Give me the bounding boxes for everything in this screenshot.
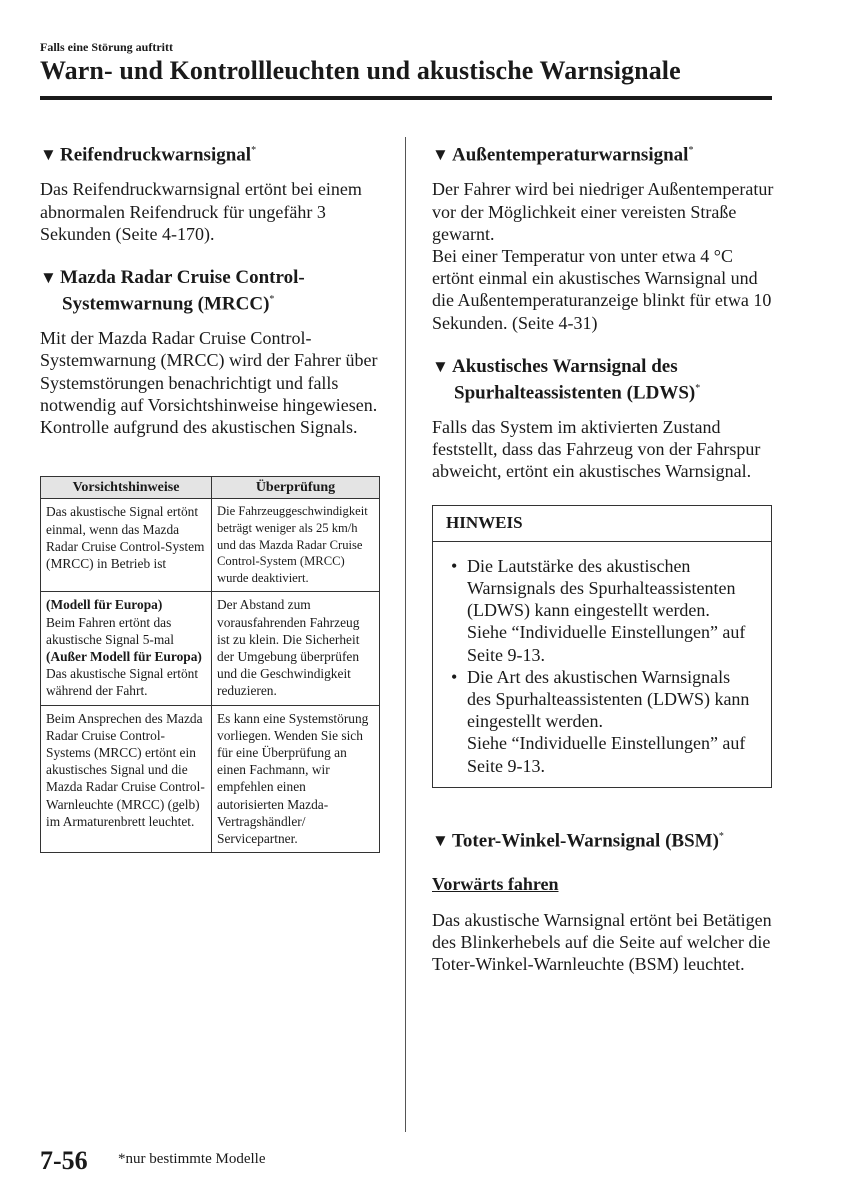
section-text-ldws: Falls das System im aktivierten Zustand feststellt, dass das Fahrzeug von der Fahrspur abweicht, ertönt ein akustisches Warnsignal. [432, 417, 761, 482]
table-header: Überprüfung [212, 477, 380, 499]
list-item-text: Die Lautstärke des akustischen Warnsignals des Spurhalteassistenten (LDWS) kann eingestellt werden. [467, 555, 736, 621]
section-heading-mrcc [40, 267, 382, 315]
footnote: *nur bestimmte Modelle [118, 1151, 266, 1167]
table-cell-text: Beim Fahren ertönt das akustische Signal 5-mal [46, 614, 174, 647]
page-number: 7-56 [40, 1146, 88, 1175]
table-header: Vorsichtshinweise [41, 477, 212, 499]
mrcc-warning-table [40, 476, 380, 853]
table-cell: Es kann eine Systemstörung vorliegen. Wenden Sie sich für eine Überprüfung an einen Fachmann, wir empfehlen einen autorisierten Mazda-Vertragshändler/ Servicepartner. [212, 705, 380, 853]
table-header-row [41, 477, 380, 499]
table-cell-text: Das akustische Signal ertönt während der Fahrt. [46, 666, 199, 699]
list-item-reference: Siehe “Individuelle Einstellungen” auf Seite 9-13. [467, 622, 746, 665]
triangle-icon: ▼ [40, 145, 57, 165]
asterisk-marker: * [695, 382, 701, 394]
bullet-icon: • [451, 555, 458, 576]
asterisk-marker: * [688, 145, 694, 156]
hinweis-box [432, 505, 772, 788]
section-title-line1: Akustisches Warnsignal des [452, 355, 678, 377]
table-row [41, 705, 380, 853]
table-cell-bold: (Außer Modell für Europa) [46, 649, 202, 665]
section-text-aussentemperatur-2: Bei einer Temperatur von unter etwa 4 °C ertönt einmal ein akustisches Warnsignal und die Außentemperaturanzeige blinkt für etwa 10 Sekunden. (Seite 4-31) [432, 245, 772, 333]
asterisk-marker: * [269, 293, 275, 305]
list-item [447, 555, 757, 666]
list-item [447, 666, 757, 777]
triangle-icon: ▼ [432, 145, 449, 165]
table-cell: Der Abstand zum vorausfahrenden Fahrzeug ist zu klein. Die Sicherheit der Umgebung überprüfen und die Geschwindigkeit reduzieren. [212, 592, 380, 705]
chapter-label: Falls eine Störung auftritt [40, 40, 173, 54]
section-title-line1: Mazda Radar Cruise Control- [60, 266, 305, 288]
table-cell-bold: (Modell für Europa) [46, 597, 163, 613]
section-title-line2: Systemwarnung (MRCC) [62, 293, 270, 315]
section-text-aussentemperatur: Der Fahrer wird bei niedriger Außentemperatur vor der Möglichkeit einer vereisten Straße gewarnt. [432, 179, 774, 244]
table-cell: Die Fahrzeuggeschwindigkeit beträgt weniger als 25 km/h und das Mazda Radar Cruise Control-System (MRCC) wurde deaktiviert. [212, 499, 380, 592]
page-title: Warn- und Kontrollleuchten und akustische Warnsignale [40, 56, 681, 85]
column-divider [405, 137, 406, 1132]
table-row [41, 592, 380, 705]
section-heading-bsm [432, 826, 774, 852]
list-item-text: Die Art des akustischen Warnsignals des Spurhalteassistenten (LDWS) kann eingestellt werden. [467, 666, 750, 732]
table-cell [41, 592, 212, 705]
section-text-mrcc-2: Kontrolle aufgrund des akustischen Signals. [40, 417, 358, 438]
triangle-icon: ▼ [432, 356, 449, 376]
section-title: Außentemperaturwarnsignal [452, 144, 689, 166]
table-cell: Beim Ansprechen des Mazda Radar Cruise Control-Systems (MRCC) ertönt ein akustisches Signal und die Mazda Radar Cruise Control-Warnleuchte (MRCC) (gelb) im Armaturenbrett leuchtet. [41, 705, 212, 853]
section-text-mrcc: Mit der Mazda Radar Cruise Control-Systemwarnung (MRCC) wird der Fahrer über Systemstörungen benachrichtigt und falls notwendig auf Vorsichtshinweise hingewiesen. [40, 328, 378, 415]
asterisk-marker: * [251, 145, 257, 156]
section-heading-aussentemperatur [432, 140, 774, 166]
triangle-icon: ▼ [432, 831, 449, 851]
section-title: Toter-Winkel-Warnsignal (BSM) [452, 830, 719, 852]
triangle-icon: ▼ [40, 267, 57, 287]
hinweis-list [447, 555, 757, 777]
hinweis-title: HINWEIS [433, 506, 771, 542]
section-text-reifendruck: Das Reifendruckwarnsignal ertönt bei einem abnormalen Reifendruck für ungefähr 3 Sekunden (Seite 4-170). [40, 179, 362, 244]
section-heading-ldws [432, 356, 774, 404]
table-row [41, 499, 380, 592]
section-heading-reifendruck [40, 140, 382, 166]
section-text-bsm: Das akustische Warnsignal ertönt bei Betätigen des Blinkerhebels auf die Seite auf welcher die Toter-Winkel-Warnleuchte (BSM) leuchtet. [432, 910, 772, 975]
table-cell: Das akustische Signal ertönt einmal, wenn das Mazda Radar Cruise Control-System (MRCC) in Betrieb ist [41, 499, 212, 592]
left-column [40, 140, 382, 853]
asterisk-marker: * [718, 830, 724, 842]
section-title: Reifendruckwarnsignal [60, 144, 252, 166]
bullet-icon: • [451, 666, 458, 687]
list-item-reference: Siehe “Individuelle Einstellungen” auf Seite 9-13. [467, 733, 746, 776]
section-title-line2: Spurhalteassistenten (LDWS) [454, 382, 696, 404]
title-rule [40, 96, 772, 100]
right-column [432, 140, 774, 976]
subheading-vorwaerts: Vorwärts fahren [432, 874, 559, 895]
